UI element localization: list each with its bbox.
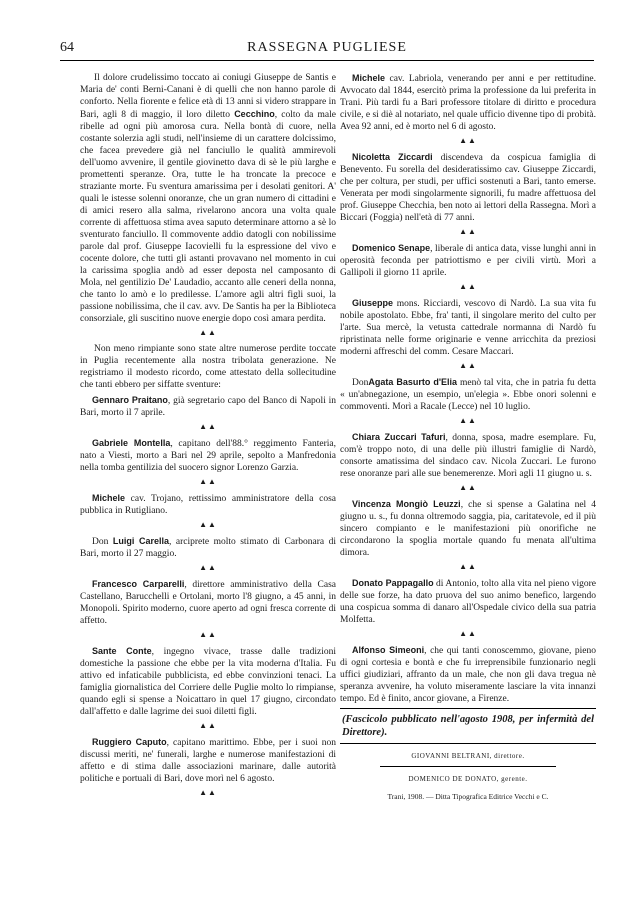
separator: ▲▲ xyxy=(199,520,217,529)
left-column xyxy=(80,72,336,803)
separator: ▲▲ xyxy=(199,630,217,639)
divider xyxy=(380,766,556,767)
obituary-entry: Vincenza Mongiò Leuzzi, che si spense a Galatina nel 4 giugno u. s., fu donna oltremodo saggia, pia, caritatevole, ed il più sincero compianto e le manifestazioni più onorifiche ne circondarono la spoglia mortale quando fu menata all'ultima dimora. xyxy=(340,499,596,558)
intro-paragraph: Il dolore crudelissimo toccato ai coniugi Giuseppe de Santis e Maria de' conti Berni-Canani è di quelli che non hanno parole di conforto. Nella fiorente e felice età di 13 anni si videro strappare in Bari, agli 8 di maggio, il loro diletto Cecchino, colto da male ribelle ad ogni più amorosa cura. Nella bontà di cuore, nella costante solerzia agli studi, nell'insieme di un carattere dolcissimo, che facea prevedere già nel fanciullo le qualità ammirevoli dell'uomo avvenire, il gentile giovinetto dava di sè le più larghe e promettenti speranze. Ora, tutte le ha troncate la precoce e straziante morte. Fu sventura amarissima per i desolati genitori. A' quali le istesse solenni onoranze, che un gran numero di cittadini e di amici resero alla salma, rivelarono ancora una volta quale corrente di affettuosa stima avea saputo determinare attorno a sè lo sventurato fanciullo. Il commovente addio datogli con nobilissime parole dal prof. Giuseppe Iacovielli fu la espressione del vivo e cocente dolore, che tutti gli astanti provavano nel momento in cui la carissima spoglia andò ad esser deposta nel camposanto di Mola, nel gentilizio De' Laudadio, accanto alle ceneri della nonna, che tanto lo amò e lo predilesse. L'amore agli altri figli suoi, la passione nobilissima, che il cav. avv. De Santis ha per la Biblioteca consorziale, gli suscitino nuove energie dopo così amara perdita. xyxy=(80,73,337,324)
separator: ▲▲ xyxy=(199,721,217,730)
separator: ▲▲ xyxy=(199,422,217,431)
separator: ▲▲ xyxy=(199,563,217,572)
director-credit: GIOVANNI BELTRANI, direttore. xyxy=(411,752,525,760)
obituary-entry: Gabriele Montella, capitano dell'88.° reggimento Fanteria, nato a Viesti, morto a Bari nel 29 aprile, sepolto a Manfredonia nella tomba gentilizia del suocero signor Lorenzo Garzia. xyxy=(80,438,336,473)
obituary-entry: Domenico Senape, liberale di antica data, visse lunghi anni in operosità feconda per patriottismo e per civili virtù. Morì a Gallipoli il giorno 11 aprile. xyxy=(340,243,596,278)
manager-credit: DOMENICO DE DONATO, gerente. xyxy=(408,775,528,783)
obituary-entry: Nicoletta Ziccardi discendeva da cospicua famiglia di Benevento. Fu sorella del desideratissimo cav. Giuseppe Ziccardi, che per coltura, per studi, per uffici sostenuti a Bari, tanto emerse. Venerata per modi singolarmente signorili, fu madre affettuosa del prof. Giuseppe Checchia, ben noto ai lettori della Rassegna. Morì a Biccari (Foggia) nell'età di 77 anni. xyxy=(340,152,596,223)
printer-imprint: Trani, 1908. — Ditta Tipografica Editrice Vecchi e C. xyxy=(387,792,549,801)
separator: ▲▲ xyxy=(459,629,477,638)
obituary-entry: Francesco Carparelli, direttore amministrativo della Casa Castellano, Barucchelli e Ortolani, morto l'8 giugno, a 45 anni, in Monopoli. Spirito moderno, cuore aperto ad ogni fresca corrente di affetto. xyxy=(80,579,336,626)
separator: ▲▲ xyxy=(199,477,217,486)
obituary-entry: Donato Pappagallo di Antonio, tolto alla vita nel pieno vigore delle sue forze, ha dato pruova del suo animo benefico, largendo una cospicua somma di danaro all'Ospedale civico della sua patria Molfetta. xyxy=(340,578,596,625)
separator: ▲▲ xyxy=(459,136,477,145)
obituary-entry: Giuseppe mons. Ricciardi, vescovo di Nardò. La sua vita fu nobile apostolato. Ebbe, fra' tanti, il singolare merito del culto per l'arte. Sua mercè, la vetusta cattedrale normanna di Nardò fu ripristinata nelle forme originarie e venne arricchita da preziosi moderni affreschi del comm. Cesare Maccari. xyxy=(340,298,596,357)
page-title: RASSEGNA PUGLIESE xyxy=(247,40,407,55)
obituary-entry: Gennaro Praitano, già segretario capo del Banco di Napoli in Bari, morto il 7 aprile. xyxy=(80,395,336,418)
separator: ▲▲ xyxy=(199,328,217,337)
publication-notice: (Fascicolo pubblicato nell'agosto 1908, per infermità del Direttore). xyxy=(340,708,596,744)
obituary-entry: Ruggiero Caputo, capitano marittimo. Ebbe, per i suoi non discussi meriti, ne' funerali, larghe e numerose manifestazioni di affetto e di stima dalle associazioni marinare, dalle autorità politiche e portuali di Bari, dove morì nel 6 agosto. xyxy=(80,737,336,784)
obituary-entry: DonAgata Basurto d'Elia menò tal vita, che in patria fu detta « un'abnegazione, un esempio, un'elegia ». Ebbe onori solenni e commoventi. Morì a Racale (Lecce) nel 10 luglio. xyxy=(340,377,596,412)
separator: ▲▲ xyxy=(459,562,477,571)
page-number: 64 xyxy=(60,40,74,55)
separator: ▲▲ xyxy=(459,282,477,291)
separator: ▲▲ xyxy=(459,227,477,236)
obituary-entry: Michele cav. Labriola, venerando per anni e per rettitudine. Avvocato dal 1844, esercitò prima la professione da lui preferita in Trani. Più tardi fu a Bari professore titolare di diritto e procedura civile, e si diè al notariato, nel quale ufficio divenne tipo di probità. Avea 92 anni, ed è morto nel 6 di agosto. xyxy=(340,73,596,132)
separator: ▲▲ xyxy=(459,361,477,370)
intro-name: Cecchino xyxy=(234,109,275,119)
separator: ▲▲ xyxy=(459,483,477,492)
separator: ▲▲ xyxy=(199,788,217,797)
separator: ▲▲ xyxy=(459,416,477,425)
intro-paragraph-2: Non meno rimpiante sono state altre numerose perdite toccate in Puglia recentemente alla nostra tribolata generazione. Ne registriamo il modesto ricordo, come attestato della sollecitudine che tanti ebbero per siffatte sventure: xyxy=(80,344,336,390)
page-header xyxy=(60,40,594,61)
obituary-entry: Alfonso Simeoni, che qui tanti conoscemmo, giovane, pieno di ogni cortesia e bontà e che fu irreprensibile funzionario negli uffici giudiziari, affranto da un male, che non gli dava tregua nè speranza avvenire, ha voluto miseramente lasciare la vita innanzi tempo. Ed è finito, ancor giovane, a Firenze. xyxy=(340,645,596,704)
obituary-entry: Sante Conte, ingegno vivace, trasse dalle tradizioni domestiche la passione che ebbe per la vita moderna d'Italia. Fu attivo ed infaticabile pubblicista, ed ebbe convinzioni tenaci. La famiglia giornalistica del Corriere delle Puglie molto lo rimpianse, quando egli si spense a Noicattaro in quel 17 giugno, circondato dall'affetto e dalle lagrime dei suoi diletti figli. xyxy=(80,646,336,717)
right-column xyxy=(340,72,596,803)
obituary-entry: Don Luigi Carella, arciprete molto stimato di Carbonara di Bari, morto il 27 maggio. xyxy=(80,536,336,559)
obituary-entry: Chiara Zuccari Tafuri, donna, sposa, madre esemplare. Fu, com'è troppo noto, di una delle più illustri famiglie di Nardò, consorte amatissima del sindaco cav. Nicola Zuccari. Le furono rese onoranze pari alle sue benemerenze. Morì agli 11 giugno u. s. xyxy=(340,432,597,479)
obituary-entry: Michele cav. Trojano, rettissimo amministratore della cosa pubblica in Rutigliano. xyxy=(80,493,336,516)
